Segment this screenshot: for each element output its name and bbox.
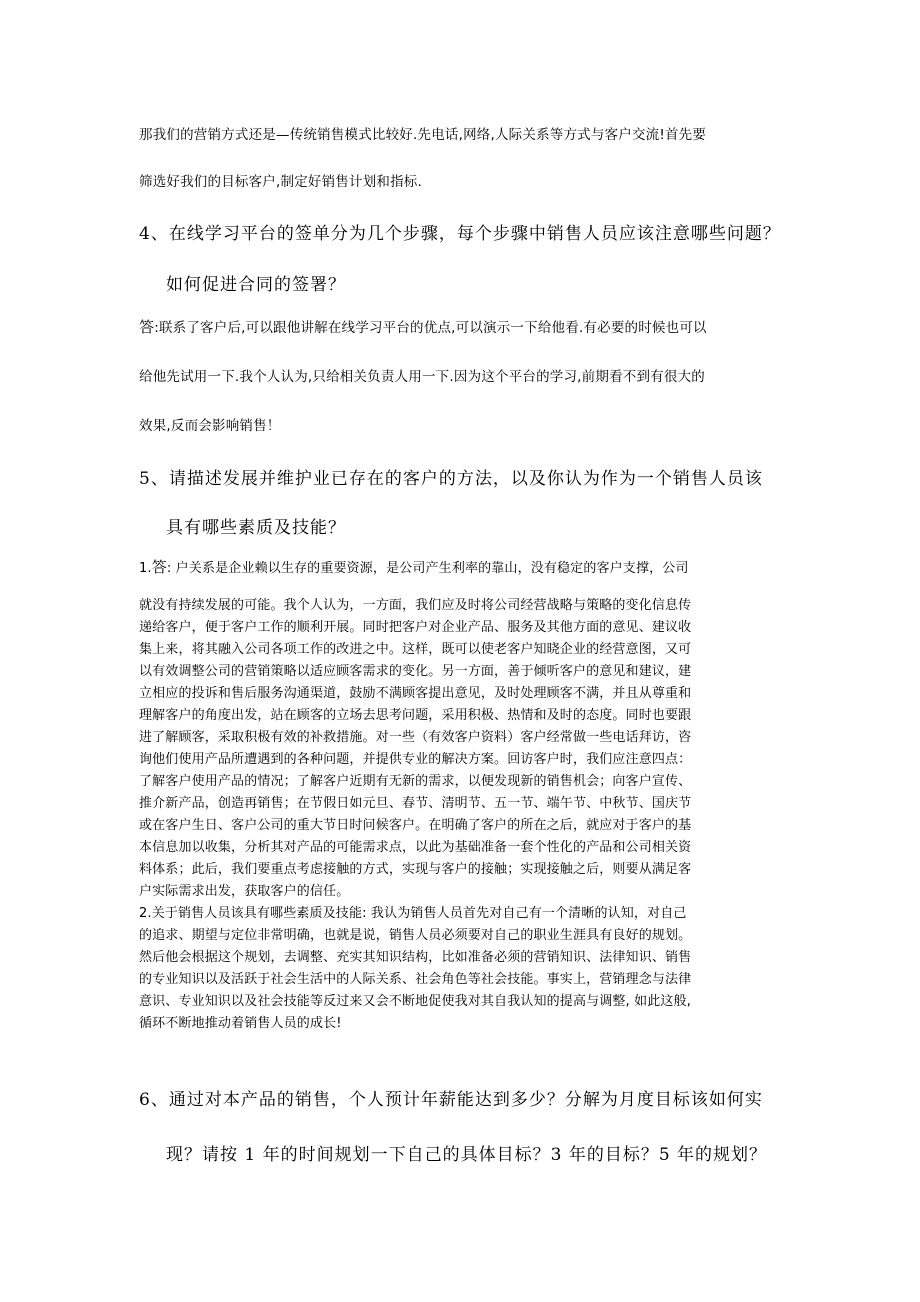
answer-label: 答 <box>139 318 155 336</box>
answer-5-line: 的追求、期望与定位非常明确，也就是说，销售人员必须要对自己的职业生涯具有良好的规划。 <box>139 928 692 943</box>
answer-5-line: 户实际需求出发，获取客户的信任。 <box>139 884 350 899</box>
question-5-line-1: 5、请描述发展并维护业已存在的客户的方法，以及你认为作为一个销售人员该 <box>139 469 763 489</box>
answer-5-line: 以有效调整公司的营销策略以适应顾客需求的变化。另一方面，善于倾听客户的意见和建议，建 <box>139 664 692 679</box>
answer-5-line: 理解客户的角度出发，站在顾客的立场去思考问题，采用积极、热情和及时的态度。同时也要跟 <box>139 708 692 723</box>
answer-5-line: 就没有持续发展的可能。我个人认为，一方面，我们应及时将公司经营战略与策略的变化信息传 <box>139 598 692 613</box>
question-6-line-1: 6、通过对本产品的销售，个人预计年薪能达到多少？分解为月度目标该如何实 <box>139 1090 763 1110</box>
answer-5-line: 本信息加以收集，分析其对产品的可能需求点，以此为基础准备一套个性化的产品和公司相关资 <box>139 840 692 855</box>
answer-5-line: 了解客户使用产品的情况；了解客户近期有无新的需求，以便发现新的销售机会；向客户宣传、 <box>139 774 692 789</box>
question-4-line-2: 如何促进合同的签署？ <box>166 275 346 295</box>
answer-5-line: 意识、专业知识以及社会技能等反过来又会不断地促使我对其自我认知的提高与调整, 如此这般, <box>139 994 691 1009</box>
answer-5-line: 然后他会根据这个规划，去调整、充实其知识结构，比如准备必须的营销知识、法律知识、销售 <box>139 950 692 965</box>
answer-5-line: 进了解顾客，采取积极有效的补救措施。对一些（有效客户资料）客户经常做一些电话拜访，咨 <box>139 730 692 745</box>
question-4-line-1: 4、在线学习平台的签单分为几个步骤，每个步骤中销售人员应该注意哪些问题？ <box>139 224 781 244</box>
answer-5-line: 递给客户，便于客户工作的顺利开展。同时把客户对企业产品、服务及其他方面的意见、建议收 <box>139 620 692 635</box>
question-5-line-2: 具有哪些素质及技能？ <box>166 518 346 538</box>
answer-4-line-1 <box>139 317 707 338</box>
intro-line-1: 那我们的营销方式还是—传统销售模式比较好.先电话,网络,人际关系等方式与客户交流!首先要 <box>139 127 707 143</box>
answer-5-line: 立相应的投诉和售后服务沟通渠道，鼓励不满顾客提出意见，及时处理顾客不满，并且从尊重和 <box>139 686 692 701</box>
answer-5-first-text: : 户关系是企业赖以生存的重要资源，是公司产生利率的靠山，没有稳定的客户支撑，公司 <box>166 561 689 576</box>
answer-5-line: 料体系；此后，我们要重点考虑接触的方式，实现与客户的接触；实现接触之后，则要从满足客 <box>139 862 692 877</box>
answer-5-line: 2.关于销售人员该具有哪些素质及技能: 我认为销售人员首先对自己有一个清晰的认知，对自己 <box>139 906 687 921</box>
answer-5-prefix: 1. <box>139 561 152 576</box>
answer-5-line: 或在客户生日、客户公司的重大节日时问候客户。在明确了客户的所在之后，就应对于客户的基 <box>139 818 692 833</box>
answer-5-line-1 <box>139 557 689 580</box>
question-6-line-2: 现？请按 1 年的时间规划一下自己的具体目标？3 年的目标？5 年的规划？ <box>166 1145 768 1165</box>
answer-5-line: 的专业知识以及活跃于社会生活中的人际关系、社会角色等社会技能。事实上，营销理念与法律 <box>139 972 692 987</box>
answer-5-line: 询他们使用产品所遭遇到的各种问题，并提供专业的解决方案。回访客户时，我们应注意四点： <box>139 752 692 767</box>
answer-5-line: 集上来，将其融入公司各项工作的改进之中。这样，既可以使老客户知晓企业的经营意图，又可 <box>139 642 692 657</box>
answer-label: 答 <box>151 558 167 576</box>
answer-4-line-3: 效果,反而会影响销售！ <box>139 418 281 434</box>
answer-4-text-1: :联系了客户后,可以跟他讲解在线学习平台的优点,可以演示一下给他看.有必要的时候也可以 <box>154 320 707 336</box>
answer-5-line: 推介新产品，创造再销售；在节假日如元旦、春节、清明节、五一节、端午节、中秋节、国庆节 <box>139 796 692 811</box>
answer-4-line-2: 给他先试用一下.我个人认为,只给相关负责人用一下.因为这个平台的学习,前期看不到有很大的 <box>139 369 705 385</box>
answer-5-line: 循环不断地推动着销售人员的成长! <box>139 1016 342 1031</box>
intro-line-2: 筛选好我们的目标客户,制定好销售计划和指标. <box>139 174 422 190</box>
